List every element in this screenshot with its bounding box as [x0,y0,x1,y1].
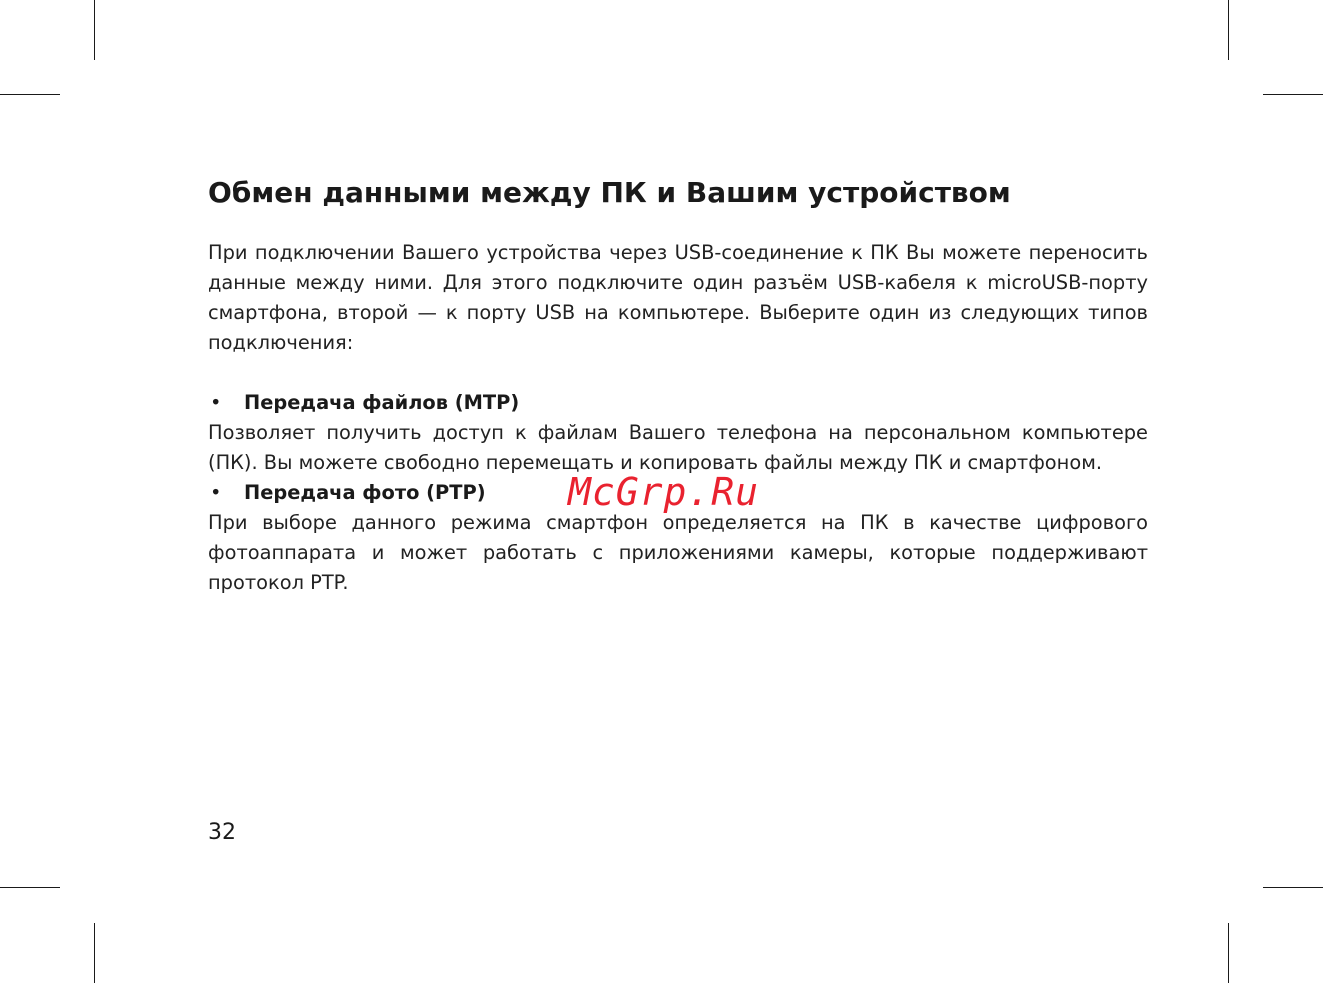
crop-mark-top-left-vertical [94,0,95,60]
section-heading-label: Передача файлов (MTP) [244,391,520,414]
page-title: Обмен данными между ПК и Вашим устройством [208,176,1011,209]
bullet-icon: • [210,481,222,504]
crop-mark-bottom-left-horizontal [0,887,60,888]
section-mtp [208,388,1148,478]
page-number: 32 [208,820,236,845]
intro-paragraph: При подключении Вашего устройства через USB-соединение к ПК Вы можете переносить данные между ними. Для этого подключите один разъём USB-кабеля к microUSB-порту смартфона, второй — к порту USB на компьютере. Выберите один из следующих типов подключения: [208,241,1148,354]
crop-mark-bottom-right-vertical [1228,923,1229,983]
crop-mark-top-right-vertical [1228,0,1229,60]
watermark: McGrp.Ru [568,470,760,514]
crop-mark-top-right-horizontal [1263,94,1323,95]
crop-mark-bottom-left-vertical [94,923,95,983]
page-content [208,174,1148,598]
section-body-ptp: При выборе данного режима смартфон определяется на ПК в качестве цифрового фотоаппарата и может работать с приложениями камеры, которые поддерживают протокол PTP. [208,511,1148,594]
section-heading-mtp [208,388,1148,418]
section-heading-label: Передача фото (PTP) [244,481,486,504]
crop-mark-bottom-right-horizontal [1263,887,1323,888]
section-body-mtp: Позволяет получить доступ к файлам Вашего телефона на персональном компьютере (ПК). Вы можете свободно перемещать и копировать файлы между ПК и смартфоном. [208,421,1148,474]
bullet-icon: • [210,391,222,414]
crop-mark-top-left-horizontal [0,94,60,95]
